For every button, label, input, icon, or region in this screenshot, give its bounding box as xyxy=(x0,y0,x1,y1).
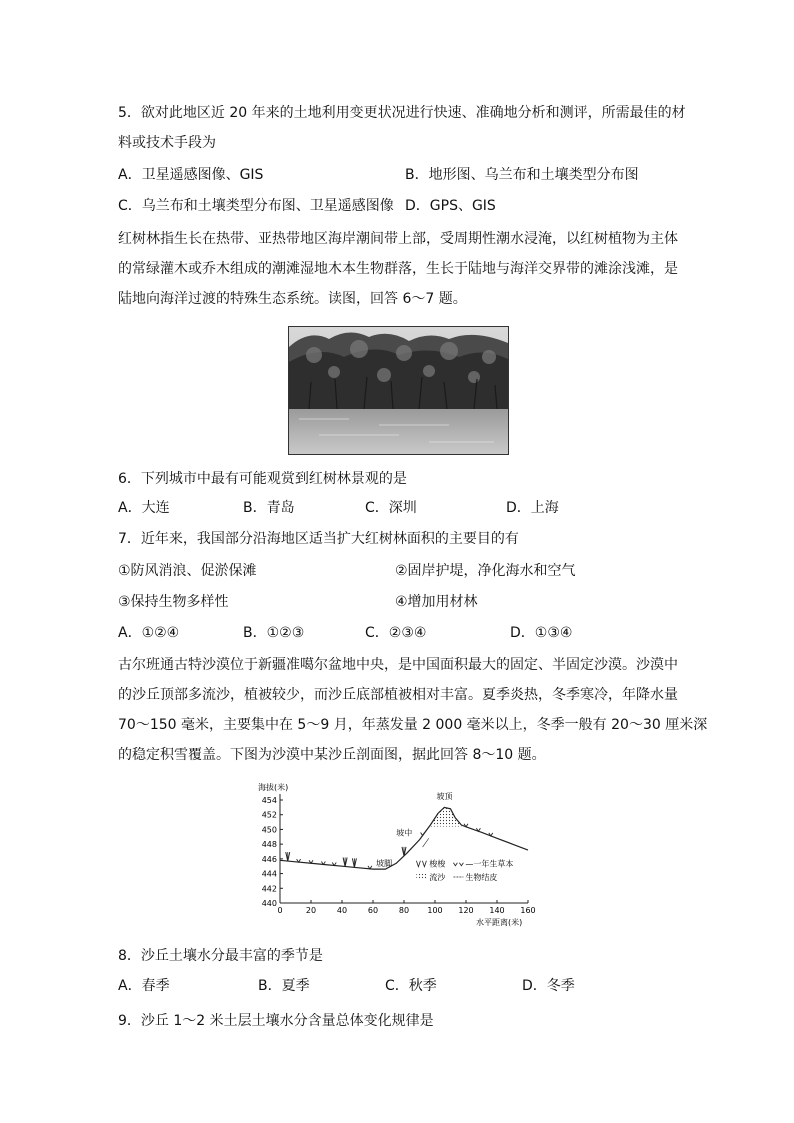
x-tick-label: 60 xyxy=(367,906,379,915)
q7-item-3: ③保持生物多样性 xyxy=(118,594,229,610)
saxaul-symbol xyxy=(352,858,356,867)
x-tick-label: 140 xyxy=(489,906,505,915)
q6-option-d: D．上海 xyxy=(506,500,559,516)
dune-profile-chart xyxy=(250,780,550,930)
annotation-foot: 坡脚 xyxy=(376,858,393,868)
q7-option-a: A．①②④ xyxy=(118,625,180,641)
passage2-line1: 古尔班通古特沙漠位于新疆准噶尔盆地中央，是中国面积最大的固定、半固定沙漠。沙漠中 xyxy=(118,657,678,673)
x-tick-label: 160 xyxy=(520,906,536,915)
q5-option-b: B．地形图、乌兰布和土壤类型分布图 xyxy=(405,167,639,183)
x-axis-label: 水平距离(米) xyxy=(476,918,523,927)
passage2-line3: 70～150 毫米，主要集中在 5～9 月，年蒸发量 2 000 毫米以上，冬季一般有 20～30 厘米深 xyxy=(118,717,708,733)
y-tick-label: 452 xyxy=(261,810,277,820)
q8-option-c: C．秋季 xyxy=(385,978,437,994)
q5-option-d: D．GPS、GIS xyxy=(405,198,496,214)
saxaul-symbol xyxy=(343,858,347,867)
q9-stem: 9．沙丘 1～2 米土层土壤水分含量总体变化规律是 xyxy=(118,1013,434,1029)
y-tick-label: 444 xyxy=(261,869,277,879)
y-tick-label: 448 xyxy=(261,840,277,850)
annotation-mid-leader xyxy=(423,838,429,847)
x-tick-label: 0 xyxy=(277,906,283,915)
passage2-line2: 的沙丘顶部多流沙，植被较少，而沙丘底部植被相对丰富。夏季炎热，冬季寒冷，年降水量 xyxy=(118,687,678,703)
q7-item-1: ①防风消浪、促淤保滩 xyxy=(118,563,257,579)
y-tick-label: 450 xyxy=(261,825,277,835)
y-axis-label: 海拔(米) xyxy=(258,783,289,792)
legend-saxaul-symbol xyxy=(416,861,426,867)
x-tick-label: 80 xyxy=(398,906,410,915)
passage1-line2: 的常绿灌木或乔木组成的潮滩湿地木本生物群落，生长于陆地与海洋交界带的滩涂浅滩，是 xyxy=(118,261,678,277)
legend-quicksand-symbol xyxy=(416,874,426,879)
x-tick-label: 40 xyxy=(336,906,348,915)
y-tick-label: 446 xyxy=(261,854,277,864)
mangrove-photo xyxy=(288,326,509,455)
annual-herb-symbol xyxy=(421,833,425,836)
q8-option-a: A．春季 xyxy=(118,978,170,994)
x-tick-label: 120 xyxy=(458,906,474,915)
legend-crust-label: 生物结皮 xyxy=(465,872,498,882)
q6-option-b: B．青岛 xyxy=(243,500,295,516)
q7-item-4: ④增加用材林 xyxy=(395,594,478,610)
passage2-line4: 的稳定积雪覆盖。下图为沙漠中某沙丘剖面图，据此回答 8～10 题。 xyxy=(118,747,546,763)
q8-option-d: D．冬季 xyxy=(522,978,575,994)
q5-option-a: A．卫星遥感图像、GIS xyxy=(118,167,264,183)
y-tick-label: 440 xyxy=(261,899,277,908)
annotation-crest: 坡顶 xyxy=(436,791,453,801)
y-tick-label: 442 xyxy=(261,884,277,894)
annotation-mid: 坡中 xyxy=(396,828,413,838)
q5-stem-line2: 料或技术手段为 xyxy=(118,135,216,151)
q7-option-c: C．②③④ xyxy=(365,625,427,641)
saxaul-symbol xyxy=(286,852,290,861)
q7-item-2: ②固岸护堤，净化海水和空气 xyxy=(395,563,576,579)
legend-quicksand-label: 流沙 xyxy=(429,872,446,882)
q5-stem-line1: 5．欲对此地区近 20 年来的土地利用变更状况进行快速、准确地分析和测评，所需最佳的材 xyxy=(118,105,686,121)
x-tick-label: 20 xyxy=(305,906,317,915)
q6-option-c: C．深圳 xyxy=(365,500,417,516)
q6-stem: 6．下列城市中最有可能观赏到红树林景观的是 xyxy=(118,471,407,487)
legend-herb-symbol xyxy=(453,863,463,866)
passage1-line3: 陆地向海洋过渡的特殊生态系统。读图，回答 6～7 题。 xyxy=(118,291,467,307)
q8-stem: 8．沙丘土壤水分最丰富的季节是 xyxy=(118,948,323,964)
q7-option-b: B．①②③ xyxy=(243,625,305,641)
q8-option-b: B．夏季 xyxy=(258,978,310,994)
legend-herb-label: —一年生草本 xyxy=(465,859,514,869)
y-tick-label: 454 xyxy=(261,796,277,805)
passage1-line1: 红树林指生长在热带、亚热带地区海岸潮间带上部，受周期性潮水浸淹，以红树植物为主体 xyxy=(118,231,678,247)
q7-option-d: D．①③④ xyxy=(510,625,573,641)
legend-saxaul-label: 梭梭 xyxy=(429,859,446,869)
x-tick-label: 100 xyxy=(427,906,443,915)
q6-option-a: A．大连 xyxy=(118,500,170,516)
q7-stem: 7．近年来，我国部分沿海地区适当扩大红树林面积的主要目的有 xyxy=(118,531,519,547)
q5-option-c: C．乌兰布和土壤类型分布图、卫星遥感图像 xyxy=(118,198,394,214)
